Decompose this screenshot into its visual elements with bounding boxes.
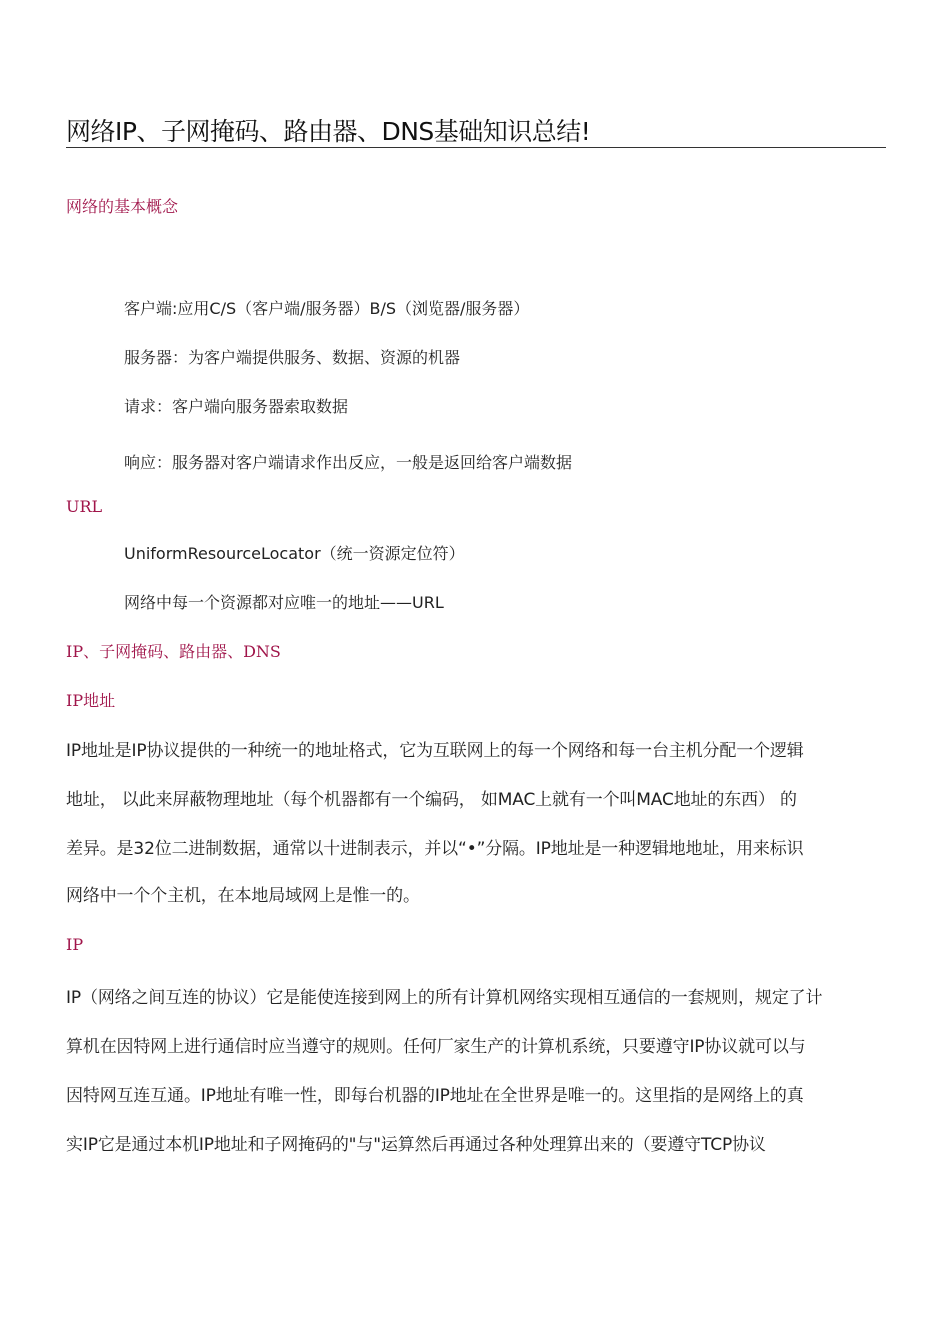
concept-item-server: 服务器：为客户端提供服务、数据、资源的机器 — [124, 348, 461, 367]
concept-item-client: 客户端:应用C/S（客户端/服务器）B/S（浏览器/服务器） — [124, 299, 530, 318]
ip-paragraph-line: 实IP它是通过本机IP地址和子网掩码的"与"运算然后再通过各种处理算出来的（要遵守TCP协议 — [66, 1135, 766, 1155]
ip-paragraph-line: 算机在因特网上进行通信时应当遵守的规则。任何厂家生产的计算机系统，只要遵守IP协议就可以与 — [66, 1037, 806, 1057]
heading-url: URL — [66, 497, 103, 516]
ip-address-paragraph-line: IP地址是IP协议提供的一种统一的地址格式，它为互联网上的每一个网络和每一台主机分配一个逻辑 — [66, 741, 804, 761]
heading-ip-address: IP地址 — [66, 691, 116, 710]
concept-item-request: 请求：客户端向服务器索取数据 — [124, 397, 349, 416]
ip-address-paragraph-line: 地址， 以此来屏蔽物理地址（每个机器都有一个编码， 如MAC上就有一个叫MAC地址的东西） 的 — [66, 790, 797, 810]
ip-address-paragraph-line: 差异。是32位二进制数据，通常以十进制表示，并以“•”分隔。IP地址是一种逻辑地地址，用来标识 — [66, 839, 804, 859]
url-item-unique-address: 网络中每一个资源都对应唯一的地址——URL — [124, 593, 444, 612]
title-underline — [66, 147, 886, 148]
concept-item-response: 响应：服务器对客户端请求作出反应，一般是返回给客户端数据 — [124, 453, 573, 472]
ip-address-paragraph-line: 网络中一个个主机，在本地局域网上是惟一的。 — [66, 886, 420, 906]
heading-ip-subnet-router-dns: IP、子网掩码、路由器、DNS — [66, 642, 281, 661]
ip-paragraph-line: 因特网互连互通。IP地址有唯一性，即每台机器的IP地址在全世界是唯一的。这里指的是网络上的真 — [66, 1086, 804, 1106]
heading-basic-concepts: 网络的基本概念 — [66, 197, 179, 216]
page-title: 网络IP、子网掩码、路由器、DNS基础知识总结! — [66, 117, 591, 146]
heading-ip: IP — [66, 935, 84, 954]
ip-paragraph-line: IP（网络之间互连的协议）它是能使连接到网上的所有计算机网络实现相互通信的一套规则，规定了计 — [66, 988, 823, 1008]
url-item-definition: UniformResourceLocator（统一资源定位符） — [124, 544, 465, 563]
